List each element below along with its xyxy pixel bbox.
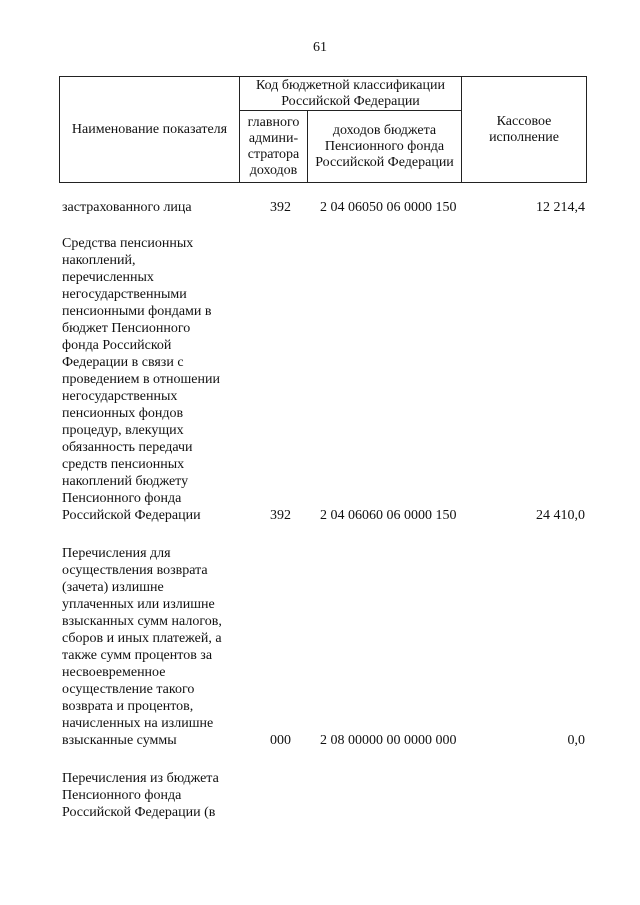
row-budget-code: 2 04 06050 06 0000 150: [320, 200, 457, 215]
row-budget-code: 2 08 00000 00 0000 000: [320, 733, 457, 748]
row-admin-code: 392: [270, 508, 291, 523]
row-name: застрахованного лица: [62, 200, 192, 215]
row-amount: 0,0: [567, 733, 585, 748]
table-header: [59, 76, 587, 183]
row-admin-code: 392: [270, 200, 291, 215]
header-code-group: Код бюджетной классификации Российской Федерации: [240, 77, 462, 111]
table-row: [0, 235, 640, 524]
row-amount: 24 410,0: [536, 508, 585, 523]
header-execution-column: Кассовое исполнение: [462, 77, 587, 183]
header-admin-column: главного админи-стратора доходов: [240, 111, 308, 183]
page-number: 61: [313, 40, 327, 55]
row-name: Перечисления из бюджета Пенсионного фонда Российской Федерации (в: [62, 771, 219, 820]
table-row: [0, 545, 640, 749]
header-name-column: Наименование показателя: [60, 77, 240, 183]
row-name: Перечисления для осуществления возврата (зачета) излишне уплаченных или излишне взысканных сумм налогов, сборов и иных платежей, а также сумм процентов за несвоевременное осуществление такого возврата и процентов, начисленных на излишне взысканные суммы: [62, 546, 222, 748]
table-row: [0, 770, 640, 821]
header-income-column: доходов бюджета Пенсионного фонда Российской Федерации: [308, 111, 462, 183]
row-name: Средства пенсионных накоплений, перечисленных негосударственными пенсионными фондами в бюджет Пенсионного фонда Российской Федерации в связи с проведением в отношении негосударственных пенсионных фондов процедур, влекущих обязанность передачи средств пенсионных накоплений бюджету Пенсионного фонда Российской Федерации: [62, 236, 220, 523]
row-amount: 12 214,4: [536, 200, 585, 215]
table-row: [0, 199, 640, 216]
row-admin-code: 000: [270, 733, 291, 748]
row-budget-code: 2 04 06060 06 0000 150: [320, 508, 457, 523]
